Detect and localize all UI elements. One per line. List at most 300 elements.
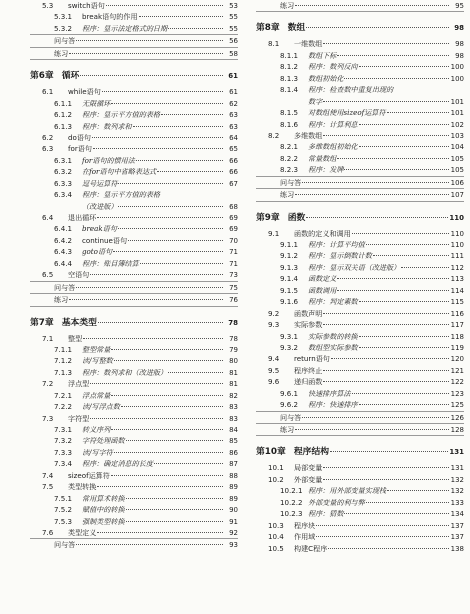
toc-entry-title: 问与答 — [280, 177, 302, 187]
toc-section-entry — [256, 531, 464, 542]
toc-entry-number: 7.3.1 — [54, 425, 73, 434]
toc-entry-title: do语句 — [68, 132, 92, 142]
toc-entry-title: 程序：用外部变量实现栈 — [308, 486, 387, 496]
toc-entry-number: 7.1.2 — [54, 356, 73, 366]
toc-entry-title: 练习 — [280, 190, 295, 200]
toc-page-number: 68 — [229, 202, 238, 211]
toc-page-number: 132 — [450, 487, 464, 496]
toc-subsection-entry — [30, 258, 238, 269]
toc-leader-dots — [373, 255, 449, 256]
toc-page-number: 132 — [450, 475, 464, 484]
toc-entry-number: 第9章 — [256, 212, 280, 223]
toc-page-number: 131 — [449, 448, 464, 457]
toc-entry-number: 第7章 — [30, 317, 54, 328]
toc-entry-title: 读/写整数 — [82, 356, 113, 366]
toc-leader-dots — [387, 112, 450, 113]
toc-entry-title: sizeof运算符 — [68, 470, 110, 480]
toc-page-number: 55 — [229, 24, 238, 33]
toc-subsection-entry — [256, 262, 464, 273]
toc-entry-number: 9.3 — [268, 320, 280, 330]
toc-leader-dots — [76, 40, 223, 41]
toc-page-number: 85 — [229, 437, 238, 446]
toc-subsection-entry — [30, 23, 238, 34]
toc-subsection-entry — [256, 285, 464, 296]
toc-page-number: 114 — [450, 286, 464, 295]
toc-entry-number: 6.4.3 — [54, 247, 73, 257]
toc-entry-title: 程序块 — [294, 520, 316, 530]
toc-page-number: 90 — [229, 506, 238, 515]
toc-leader-dots — [157, 171, 223, 172]
toc-subsection-entry — [30, 493, 238, 504]
toc-entry-title: 程序：猜数 — [308, 509, 344, 519]
toc-subsection-entry — [256, 508, 464, 519]
toc-page-number: 122 — [450, 378, 464, 387]
toc-entry-title: 多维数组 — [294, 130, 323, 140]
toc-misc-entry — [30, 281, 238, 293]
toc-entry-number: 5.3.2 — [54, 23, 73, 33]
toc-entry-title: break语句的作用 — [82, 12, 138, 22]
toc-entry-title: 函数调用 — [308, 285, 337, 295]
toc-misc-entry — [30, 47, 238, 60]
toc-subsection-entry — [256, 273, 464, 284]
toc-entry-title: 常用算术转换 — [82, 493, 125, 503]
toc-page-number: 125 — [450, 401, 464, 410]
toc-page-number: 103 — [450, 131, 464, 140]
toc-entry-number: 10.5 — [268, 543, 284, 553]
toc-page-number: 88 — [229, 471, 238, 480]
toc-page-number: 121 — [450, 366, 464, 375]
toc-page-number: 102 — [450, 120, 464, 129]
toc-page-number: 81 — [229, 368, 238, 377]
toc-entry-number: 第10章 — [256, 447, 286, 458]
toc-subsection-entry — [30, 344, 238, 355]
toc-subsection-entry — [30, 166, 238, 177]
toc-leader-dots — [92, 137, 223, 138]
toc-entry-title: 整型常量 — [82, 344, 111, 354]
toc-entry-number: 9.3.1 — [280, 331, 299, 341]
toc-subsection-entry — [256, 61, 464, 72]
toc-entry-number: 10.1 — [268, 463, 284, 473]
toc-page-number: 61 — [228, 72, 238, 81]
toc-entry-title: continue语句 — [82, 235, 128, 245]
toc-subsection-entry — [30, 447, 238, 458]
toc-leader-dots — [76, 287, 223, 288]
toc-entry-title: 类型定义 — [68, 527, 97, 537]
toc-entry-number: 10.2.2 — [280, 497, 303, 507]
toc-leader-dots — [111, 349, 223, 350]
toc-page-number: 120 — [450, 355, 464, 364]
toc-leader-dots — [306, 217, 448, 218]
toc-page-number: 64 — [229, 133, 238, 142]
toc-misc-entry — [30, 293, 238, 306]
toc-subsection-entry — [256, 107, 464, 118]
toc-section-entry — [30, 86, 238, 97]
toc-entry-number: 6.3 — [42, 144, 54, 154]
toc-page-number: 62 — [229, 99, 238, 108]
toc-page-number: 55 — [229, 13, 238, 22]
toc-leader-dots — [387, 490, 449, 491]
toc-entry-number: 6.1 — [42, 87, 54, 97]
toc-entry-title: 读/写浮点数 — [82, 402, 120, 412]
toc-entry-title: 程序：判定素数 — [308, 297, 358, 307]
toc-entry-number: 8.1.2 — [280, 62, 299, 72]
toc-leader-dots — [111, 103, 223, 104]
toc-entry-number: 6.3.3 — [54, 178, 73, 188]
toc-page-number: 111 — [450, 252, 464, 261]
toc-subsection-entry — [30, 223, 238, 234]
toc-entry-title: 问与答 — [54, 282, 76, 292]
toc-page-number: 78 — [229, 334, 238, 343]
toc-entry-title: 程序：显示平方值的表格 — [82, 190, 161, 200]
toc-entry-title: 数组 — [287, 23, 306, 34]
toc-leader-dots — [168, 28, 223, 29]
toc-entry-title: 程序：显示法定格式的日期 — [82, 23, 168, 33]
toc-subsection-entry — [30, 235, 238, 246]
toc-leader-dots — [168, 372, 223, 373]
toc-leader-dots — [133, 126, 223, 127]
toc-entry-title: 练习 — [54, 295, 69, 305]
toc-entry-title: 字符型 — [68, 413, 90, 423]
toc-entry-number: 9.1.6 — [280, 297, 299, 307]
toc-subsection-entry — [256, 50, 464, 61]
toc-page-number: 63 — [229, 111, 238, 120]
toc-entry-title: 快速排序算法 — [308, 388, 351, 398]
toc-page-number: 73 — [229, 271, 238, 280]
toc-entry-number: 10.3 — [268, 520, 284, 530]
toc-page-number: 137 — [450, 521, 464, 530]
toc-entry-title: 浮点型 — [68, 379, 90, 389]
toc-page-number: 83 — [229, 403, 238, 412]
toc-section-entry — [30, 132, 238, 143]
toc-subsection-entry — [30, 516, 238, 527]
toc-entry-title: 在for语句中省略表达式 — [82, 167, 157, 177]
toc-entry-number: 7.4 — [42, 470, 54, 480]
toc-page-number: 84 — [229, 426, 238, 434]
toc-entry-title: 作用域 — [294, 532, 316, 542]
toc-entry-title: 常量数组 — [308, 153, 337, 163]
toc-section-entry — [30, 481, 238, 492]
toc-entry-title: 循环 — [61, 71, 80, 82]
toc-entry-number: 7.1.1 — [54, 344, 73, 354]
toc-leader-dots — [126, 440, 223, 441]
toc-page-number: 131 — [450, 464, 464, 473]
toc-page-number: 133 — [450, 498, 464, 507]
toc-page-number: 110 — [449, 213, 464, 222]
toc-entry-title: 数组型实际参数 — [308, 342, 358, 352]
toc-entry-title: 程序终止 — [294, 365, 323, 375]
toc-page-number: 123 — [450, 389, 464, 398]
toc-entry-title: 函数 — [287, 212, 306, 223]
toc-subsection-entry — [30, 435, 238, 446]
toc-leader-dots — [69, 53, 223, 54]
toc-leader-dots — [295, 194, 449, 195]
toc-entry-title: for语句的惯用法 — [82, 155, 135, 165]
toc-page-number: 93 — [229, 541, 238, 550]
toc-entry-number: 10.2.3 — [280, 509, 303, 519]
toc-section-entry — [256, 353, 464, 364]
toc-entry-number: 8.1.5 — [280, 108, 299, 118]
toc-leader-dots — [114, 360, 223, 361]
toc-entry-title: 程序：数列求和（改进版） — [82, 367, 168, 377]
toc-leader-dots — [97, 217, 223, 218]
toc-page-number: 107 — [450, 191, 464, 200]
toc-page-number: 91 — [229, 517, 238, 526]
toc-entry-title: 程序：确定消息的长度 — [82, 459, 153, 469]
toc-entry-title: 程序：发牌 — [308, 165, 344, 175]
toc-entry-number: 9.6.2 — [280, 400, 299, 410]
toc-subsection-entry — [256, 73, 464, 84]
toc-entry-number: 第6章 — [30, 71, 54, 82]
toc-entry-number: 8.2.1 — [280, 142, 299, 152]
toc-leader-dots — [90, 418, 223, 419]
toc-page-number: 80 — [229, 357, 238, 366]
toc-entry-number: 6.1.2 — [54, 110, 73, 120]
toc-entry-title: 程序：快速排序 — [308, 400, 358, 410]
toc-section-entry — [30, 212, 238, 223]
toc-subsection-entry — [256, 497, 464, 508]
toc-entry-number: 8.2.2 — [280, 153, 299, 163]
toc-entry-title: 整型 — [68, 333, 83, 343]
toc-page-number: 78 — [228, 318, 238, 327]
toc-leader-dots — [139, 16, 223, 17]
toc-leader-dots — [90, 274, 223, 275]
toc-leader-dots — [344, 169, 449, 170]
toc-entry-title: 程序：显示倒数计数 — [308, 251, 372, 261]
toc-page-number: 66 — [229, 168, 238, 177]
toc-subsection-entry — [30, 246, 238, 257]
toc-leader-dots — [140, 263, 223, 264]
toc-subsection-entry — [30, 401, 238, 412]
toc-section-entry — [256, 365, 464, 376]
toc-leader-dots — [161, 114, 223, 115]
toc-leader-dots — [83, 338, 223, 339]
toc-left-column — [30, 0, 238, 551]
toc-leader-dots — [337, 278, 449, 279]
toc-page-number: 100 — [450, 63, 464, 72]
toc-subsection-entry — [30, 504, 238, 515]
toc-page-number: 79 — [229, 345, 238, 354]
toc-page-number: 86 — [229, 448, 238, 457]
toc-entry-number: 9.6.1 — [280, 388, 299, 398]
toc-entry-title: 问与答 — [280, 412, 302, 422]
toc-subsection-entry — [30, 355, 238, 366]
toc-page-number: 67 — [229, 179, 238, 188]
toc-leader-dots — [323, 43, 449, 44]
toc-page-number: 134 — [450, 510, 464, 519]
toc-leader-dots — [126, 498, 223, 499]
toc-leader-dots — [323, 324, 449, 325]
toc-page-number: 137 — [450, 533, 464, 542]
toc-section-entry — [30, 470, 238, 481]
toc-leader-dots — [126, 521, 223, 522]
toc-page-number: 75 — [229, 283, 238, 292]
toc-entry-number: 8.2 — [268, 130, 280, 140]
toc-entry-title: 实际参数的转换 — [308, 331, 358, 341]
toc-subsection-entry — [256, 296, 464, 307]
toc-entry-title: 外部变量的利与弊 — [308, 497, 365, 507]
toc-section-entry — [256, 308, 464, 319]
toc-entry-number: 8.1.3 — [280, 73, 299, 83]
toc-entry-number: 9.2 — [268, 308, 280, 318]
toc-entry-number: 7.3 — [42, 413, 54, 423]
toc-entry-title: 程序：显示双关语（改进版） — [308, 262, 401, 272]
toc-entry-title: 程序：计算利息 — [308, 119, 358, 129]
toc-leader-dots — [337, 55, 449, 56]
toc-entry-title: 局部变量 — [294, 463, 323, 473]
toc-page-number: 87 — [229, 460, 238, 469]
toc-entry-title: 程序结构 — [293, 447, 330, 458]
toc-leader-dots — [113, 251, 223, 252]
toc-leader-dots — [316, 525, 449, 526]
toc-subsection-entry — [30, 109, 238, 120]
toc-entry-title: 函数声明 — [294, 308, 323, 318]
toc-leader-dots — [154, 463, 223, 464]
toc-entry-number: 7.5.2 — [54, 505, 73, 515]
toc-entry-number: 6.1.1 — [54, 98, 73, 108]
toc-misc-entry — [256, 176, 464, 188]
toc-leader-dots — [323, 313, 449, 314]
toc-leader-dots — [93, 148, 223, 149]
toc-chapter-heading — [256, 18, 464, 38]
toc-entry-title: 实际参数 — [294, 320, 323, 330]
toc-leader-dots — [323, 381, 449, 382]
toc-leader-dots — [97, 532, 223, 533]
toc-subsection-entry — [30, 390, 238, 401]
toc-entry-number: 6.3.1 — [54, 155, 73, 165]
toc-entry-title: 程序：显示平方值的表格 — [82, 110, 161, 120]
toc-leader-dots — [323, 467, 449, 468]
toc-subsection-entry — [256, 141, 464, 152]
toc-page-number: 81 — [229, 380, 238, 389]
toc-entry-number: 7.5 — [42, 482, 54, 492]
toc-entry-number: 6.3.4 — [54, 190, 73, 200]
toc-leader-dots — [302, 417, 449, 418]
toc-subsection-entry — [30, 458, 238, 469]
toc-page-number: 126 — [450, 413, 464, 422]
toc-entry-number: 9.3.2 — [280, 342, 299, 352]
toc-entry-title: 转义序列 — [82, 425, 111, 434]
toc-subsection-entry — [30, 155, 238, 166]
toc-page-number: 105 — [450, 166, 464, 175]
toc-page-number: 112 — [450, 263, 464, 272]
toc-entry-number: 9.1.1 — [280, 240, 299, 249]
toc-page-number: 65 — [229, 145, 238, 154]
toc-leader-dots — [359, 336, 449, 337]
toc-page-number: 53 — [229, 2, 238, 10]
toc-entry-title: 退出循环 — [68, 213, 97, 222]
toc-leader-dots — [121, 406, 223, 407]
toc-page-number: 117 — [450, 321, 464, 330]
toc-entry-title: 强制类型转换 — [82, 516, 125, 526]
toc-entry-number: 6.1.3 — [54, 121, 73, 131]
toc-subsection-entry — [256, 250, 464, 261]
toc-page-number: 98 — [454, 24, 464, 33]
toc-leader-dots — [118, 183, 223, 184]
toc-page-number: 63 — [229, 122, 238, 131]
toc-leader-dots — [344, 78, 449, 79]
toc-page-number: 89 — [229, 494, 238, 503]
toc-entry-title: 程序：数列反向 — [308, 62, 358, 72]
toc-leader-dots — [111, 395, 223, 396]
toc-subsection-entry — [256, 96, 464, 107]
toc-entry-title: goto语句 — [82, 247, 113, 257]
toc-section-entry — [30, 143, 238, 154]
toc-entry-title: 一维数组 — [294, 39, 323, 49]
toc-leader-dots — [128, 240, 223, 241]
toc-entry-number: 第8章 — [256, 23, 280, 34]
toc-entry-title: 字符处理函数 — [82, 436, 125, 446]
toc-page-number: 71 — [229, 259, 238, 268]
toc-leader-dots — [352, 233, 449, 234]
toc-section-entry — [30, 333, 238, 344]
toc-leader-dots — [90, 383, 223, 384]
toc-entry-title: 基本类型 — [61, 317, 97, 328]
toc-leader-dots — [316, 536, 449, 537]
toc-subsection-entry — [30, 367, 238, 378]
toc-page-number: 104 — [450, 143, 464, 152]
toc-entry-number: 7.2 — [42, 379, 54, 389]
toc-leader-dots — [344, 513, 449, 514]
toc-entry-number: 9.1.5 — [280, 285, 299, 295]
toc-misc-entry — [30, 538, 238, 550]
toc-entry-number: 7.1.3 — [54, 367, 73, 377]
toc-page-number: 61 — [229, 88, 238, 97]
toc-entry-title: 函数定义 — [308, 274, 337, 284]
toc-page-number: 128 — [450, 426, 464, 434]
toc-leader-dots — [118, 206, 223, 207]
toc-entry-title: for语句 — [68, 144, 92, 154]
toc-entry-number: 9.1.2 — [280, 251, 299, 261]
toc-entry-number: 10.4 — [268, 532, 284, 542]
toc-page-number: 69 — [229, 214, 238, 222]
toc-entry-title: 构建C程序 — [294, 543, 328, 553]
toc-entry-number: 6.4.1 — [54, 224, 73, 234]
toc-page-number: 105 — [450, 154, 464, 163]
toc-section-entry — [30, 0, 238, 11]
toc-subsection-entry — [30, 189, 238, 200]
toc-page-number: 101 — [450, 97, 464, 106]
toc-chapter-heading — [256, 442, 464, 462]
toc-leader-dots — [111, 429, 223, 430]
toc-leader-dots — [76, 544, 223, 545]
toc-leader-dots — [323, 135, 449, 136]
toc-page-number: 69 — [229, 225, 238, 234]
toc-leader-dots — [359, 404, 449, 405]
toc-leader-dots — [359, 66, 449, 67]
toc-entry-title: 空语句 — [68, 270, 90, 280]
toc-section-entry — [30, 269, 238, 280]
toc-subsection-entry — [256, 399, 464, 410]
toc-entry-title: 程序：数列求和 — [82, 121, 132, 131]
toc-leader-dots — [366, 244, 449, 245]
toc-entry-title: return语句 — [294, 354, 330, 364]
toc-entry-number: 9.4 — [268, 354, 280, 364]
toc-subsection-entry — [30, 201, 238, 212]
toc-section-entry — [256, 543, 464, 554]
toc-chapter-heading — [256, 208, 464, 228]
toc-leader-dots — [359, 301, 449, 302]
toc-entry-number: 7.3.3 — [54, 447, 73, 457]
toc-page-number: 98 — [455, 51, 464, 60]
toc-entry-number: 6.5 — [42, 270, 54, 280]
toc-entry-number: 6.4.2 — [54, 235, 73, 245]
toc-subsection-entry — [30, 98, 238, 109]
toc-leader-dots — [331, 358, 449, 359]
toc-leader-dots — [323, 370, 449, 371]
toc-leader-dots — [102, 91, 223, 92]
toc-subsection-entry — [30, 11, 238, 22]
toc-entry-title: （改进版） — [82, 201, 118, 211]
